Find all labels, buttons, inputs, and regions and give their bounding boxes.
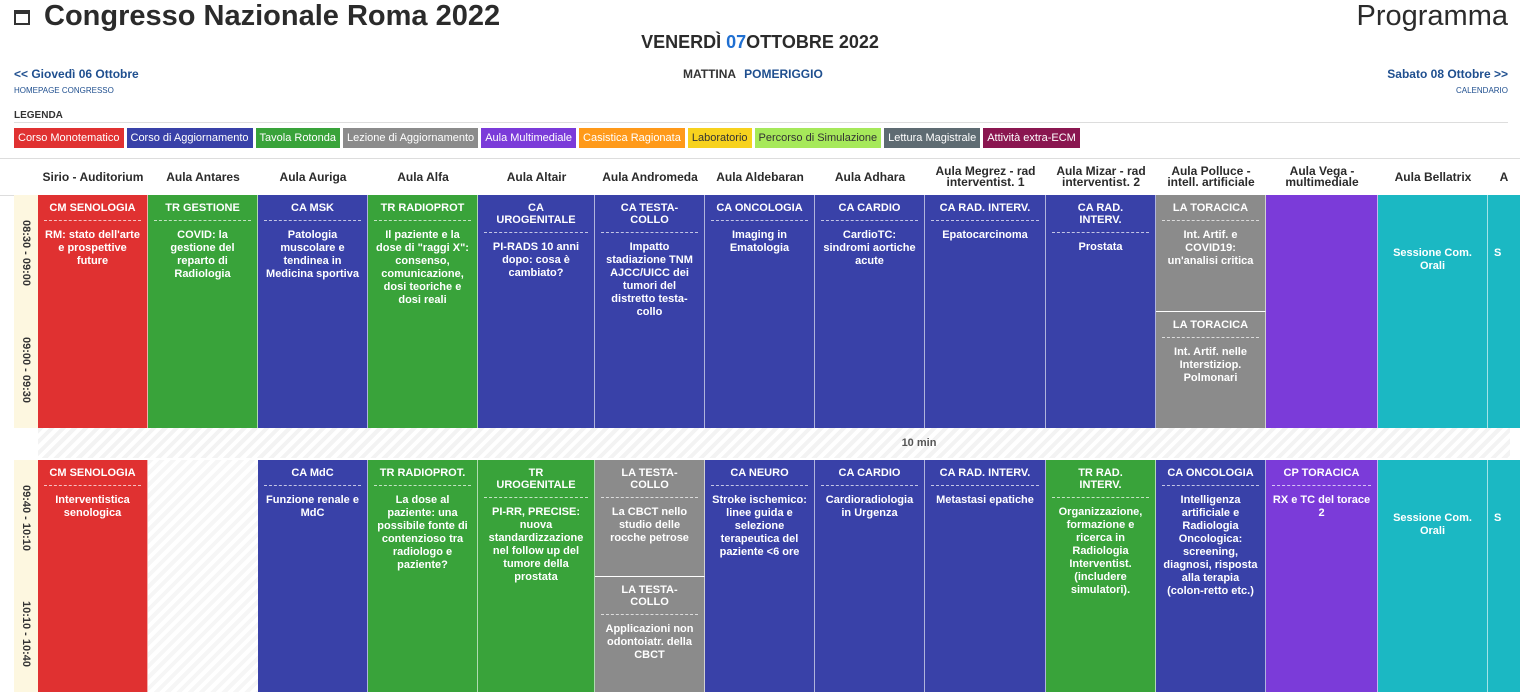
day-suffix: OTTOBRE 2022 — [746, 32, 879, 52]
column-header: Aula Vega - multimediale — [1285, 164, 1359, 189]
calendar-icon — [14, 10, 30, 25]
column-header: Aula Alfa — [397, 169, 449, 184]
empty-slot — [148, 460, 258, 692]
column-header: Aula Polluce - intell. artificiale — [1167, 164, 1255, 189]
session-card[interactable]: CM SENOLOGIA Interventistica senologica — [38, 460, 148, 692]
legend-item: Lettura Magistrale — [884, 128, 980, 148]
time-label: 08:30 - 09:00 — [20, 219, 33, 287]
column-header: Aula Altair — [506, 169, 567, 184]
session-card[interactable]: Sessione Com. Orali — [1378, 460, 1488, 692]
column-header: Aula Aldebaran — [716, 169, 804, 184]
column-header: Aula Megrez - rad interventist. 1 — [935, 164, 1036, 189]
session-card[interactable]: CA MdC Funzione renale e MdC — [258, 460, 368, 692]
session-card[interactable]: TR RADIOPROT. La dose al paziente: una possibile fonte di contenzioso tra radiologo e paziente? — [368, 460, 478, 692]
legend-item: Corso Monotematico — [14, 128, 124, 148]
session-card[interactable]: CA RAD. INTERV. Prostata — [1046, 195, 1156, 428]
column-header: A — [1499, 169, 1509, 184]
session-card[interactable]: LA TESTA-COLLO Applicazioni non odontoiatr. della CBCT — [595, 576, 705, 692]
session-card[interactable]: CA MSK Patologia muscolare e tendinea in Medicina sportiva — [258, 195, 368, 428]
legend-item: Lezione di Aggiornamento — [343, 128, 478, 148]
column-header: Aula Andromeda — [602, 169, 698, 184]
session-card[interactable]: TR RADIOPROT Il paziente e la dose di "raggi X": consenso, comunicazione, dosi teoriche e dosi reali — [368, 195, 478, 428]
session-card[interactable]: LA TORACICA Int. Artif. nelle Interstiziop. Polmonari — [1156, 311, 1266, 428]
column-header: Aula Bellatrix — [1394, 169, 1472, 184]
session-card[interactable]: CA RAD. INTERV. Epatocarcinoma — [925, 195, 1046, 428]
session-card[interactable]: CA NEURO Stroke ischemico: linee guida e selezione terapeutica del paziente <6 ore — [705, 460, 815, 692]
legend-item: Casistica Ragionata — [579, 128, 685, 148]
day-prefix: VENERDÌ — [641, 32, 722, 52]
page-title — [14, 0, 500, 33]
program-label: Programma — [1356, 0, 1508, 32]
legend-divider — [14, 122, 1508, 123]
column-header: Aula Auriga — [279, 169, 347, 184]
session-card[interactable]: CA TESTA-COLLO Impatto stadiazione TNM AJCC/UICC dei tumori del distretto testa-collo — [595, 195, 705, 428]
session-card[interactable]: TR RAD. INTERV. Organizzazione, formazione e ricerca in Radiologia Interventist. (includere simulatori). — [1046, 460, 1156, 692]
legend-title: LEGENDA — [14, 110, 63, 121]
column-header: Aula Antares — [166, 169, 240, 184]
day-number: 07 — [726, 32, 747, 52]
prev-day-link[interactable]: << Giovedì 06 Ottobre — [14, 67, 139, 81]
session-card[interactable]: CM SENOLOGIA RM: stato dell'arte e prospettive future — [38, 195, 148, 428]
next-day-link[interactable]: Sabato 08 Ottobre >> — [1387, 67, 1508, 81]
multimedia-block — [1266, 195, 1378, 428]
time-label: 09:00 - 09:30 — [20, 336, 33, 403]
session-card[interactable]: TR UROGENITALE PI-RR, PRECISE: nuova standardizzazione nel follow up del tumore della prostata — [478, 460, 595, 692]
day-title — [0, 32, 1520, 53]
session-card[interactable]: TR GESTIONE COVID: la gestione del reparto di Radiologia — [148, 195, 258, 428]
session-card[interactable]: CP TORACICA RX e TC del torace 2 — [1266, 460, 1378, 692]
legend-item: Corso di Aggiornamento — [127, 128, 253, 148]
time-label: 10:10 - 10:40 — [20, 600, 33, 668]
session-card[interactable]: CA CARDIO Cardioradiologia in Urgenza — [815, 460, 925, 692]
column-header: Sirio - Auditorium — [42, 169, 144, 184]
session-switch — [683, 67, 823, 81]
column-header: Aula Adhara — [834, 169, 906, 184]
legend — [14, 128, 1080, 148]
session-card[interactable]: LA TESTA-COLLO La CBCT nello studio delle rocche petrose — [595, 460, 705, 576]
session-card[interactable]: S — [1488, 460, 1520, 692]
legend-item: Aula Multimediale — [481, 128, 576, 148]
session-card[interactable]: Sessione Com. Orali — [1378, 195, 1488, 428]
legend-item: Laboratorio — [688, 128, 752, 148]
session-card[interactable]: S — [1488, 195, 1520, 428]
column-header: Aula Mizar - rad interventist. 2 — [1056, 164, 1146, 189]
calendar-link[interactable]: CALENDARIO — [1455, 86, 1508, 95]
column-headers — [0, 158, 1520, 196]
break-label: 10 min — [901, 437, 937, 449]
session-card[interactable]: CA CARDIO CardioTC: sindromi aortiche acute — [815, 195, 925, 428]
session-card[interactable]: CA ONCOLOGIA Intelligenza artificiale e Radiologia Oncologica: screening, diagnosi, risposta alla terapia (colon-retto etc.) — [1156, 460, 1266, 692]
session-card[interactable]: LA TORACICA Int. Artif. e COVID19: un'analisi critica — [1156, 195, 1266, 311]
time-column — [14, 195, 38, 428]
time-label: 09:40 - 10:10 — [20, 484, 33, 552]
afternoon-tab[interactable]: POMERIGGIO — [744, 67, 823, 81]
legend-item: Tavola Rotonda — [256, 128, 340, 148]
title-text: Congresso Nazionale Roma 2022 — [44, 0, 501, 32]
morning-tab[interactable]: MATTINA — [683, 67, 737, 81]
legend-item: Attività extra-ECM — [983, 128, 1080, 148]
break-row — [38, 428, 1510, 458]
legend-item: Percorso di Simulazione — [755, 128, 882, 148]
session-card[interactable]: CA ONCOLOGIA Imaging in Ematologia — [705, 195, 815, 428]
session-card[interactable]: CA RAD. INTERV. Metastasi epatiche — [925, 460, 1046, 692]
time-column — [14, 460, 38, 692]
homepage-link[interactable]: HOMEPAGE CONGRESSO — [14, 86, 114, 95]
session-card[interactable]: CA UROGENITALE PI-RADS 10 anni dopo: cosa è cambiato? — [478, 195, 595, 428]
